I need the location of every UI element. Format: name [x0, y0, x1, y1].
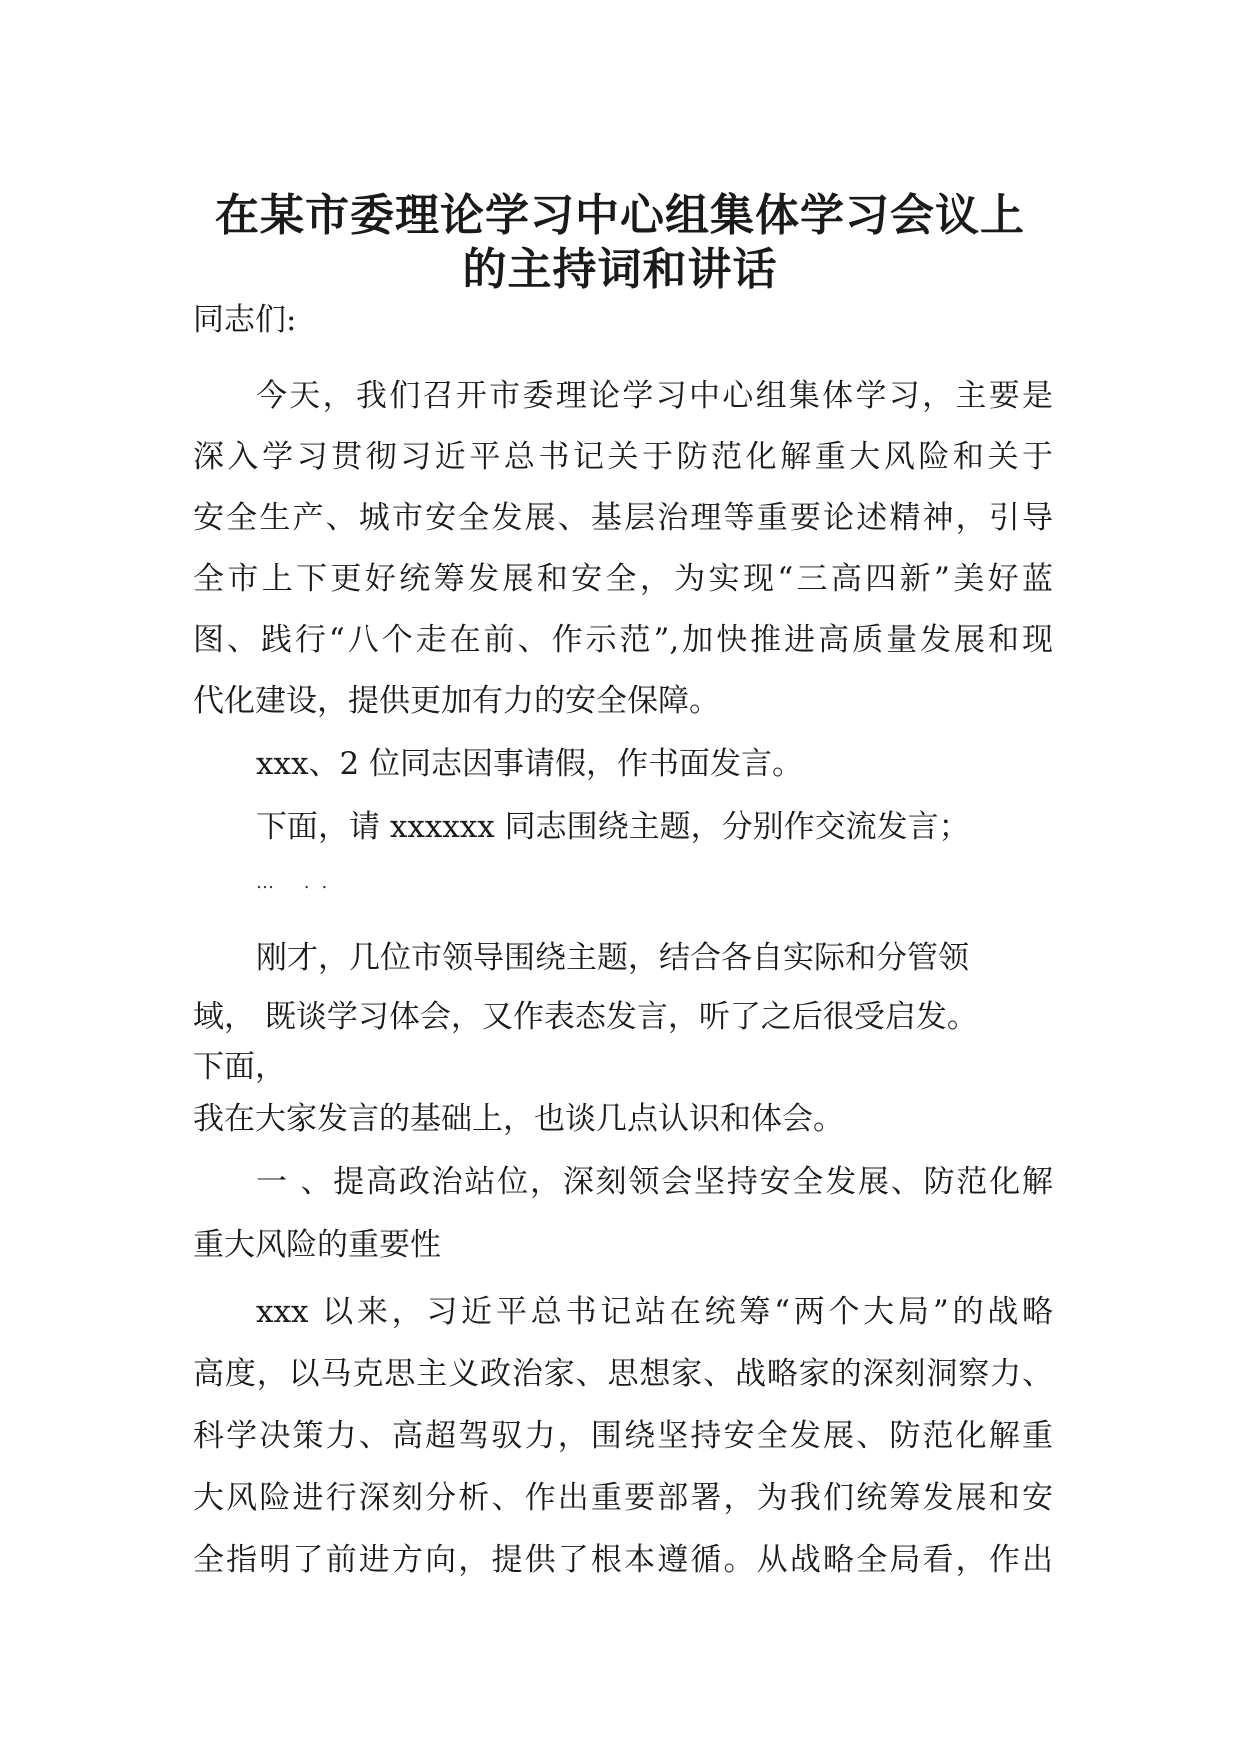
paragraph-line: 域， 既谈学习体会，又作表态发言，听了之后很受启发。: [193, 999, 978, 1035]
paragraph-line: 今天，我们召开市委理论学习中心组集体学习，主要是: [256, 378, 1053, 414]
document-title-line-2: 的主持词和讲话: [462, 244, 778, 295]
paragraph-line: 下面，请 xxxxxx 同志围绕主题，分别作交流发言；: [256, 809, 970, 845]
paragraph-line: 科学决策力、高超驾驭力，围绕坚持安全发展、防范化解重: [193, 1418, 1053, 1454]
section-heading-line: 重大风险的重要性: [193, 1227, 441, 1263]
paragraph-line: 大风险进行深刻分析、作出重要部署，为我们统筹发展和安: [193, 1480, 1053, 1516]
paragraph-line: 全市上下更好统筹发展和安全，为实现“三高四新”美好蓝: [193, 561, 1053, 597]
paragraph-line: 刚才，几位市领导围绕主题，结合各自实际和分管领: [256, 940, 969, 976]
paragraph-line: 我在大家发言的基础上，也谈几点认识和体会。: [193, 1101, 844, 1137]
paragraph-line: 安全生产、城市安全发展、基层治理等重要论述精神，引导: [193, 500, 1053, 536]
paragraph-line: 深入学习贯彻习近平总书记关于防范化解重大风险和关于: [193, 439, 1053, 475]
salutation: 同志们:: [193, 302, 297, 338]
paragraph-line: 高度，以马克思主义政治家、思想家、战略家的深刻洞察力、: [193, 1356, 1053, 1392]
section-heading-line: 一 、提高政治站位，深刻领会坚持安全发展、防范化解: [256, 1164, 1053, 1200]
paragraph-line: 图、践行“八个走在前、作示范”,加快推进高质量发展和现: [193, 622, 1053, 658]
ellipsis-mark: … ..: [256, 872, 340, 893]
paragraph-line: 代化建设，提供更加有力的安全保障。: [193, 683, 720, 719]
paragraph-line: 下面，: [193, 1049, 286, 1085]
document-title-line-1: 在某市委理论学习中心组集体学习会议上: [215, 190, 1025, 241]
paragraph-line: xxx 以来，习近平总书记站在统筹“两个大局”的战略: [256, 1294, 1053, 1330]
paragraph-line: 全指明了前进方向，提供了根本遵循。从战略全局看，作出: [193, 1542, 1053, 1578]
paragraph-line: xxx、2 位同志因事请假，作书面发言。: [256, 746, 804, 782]
